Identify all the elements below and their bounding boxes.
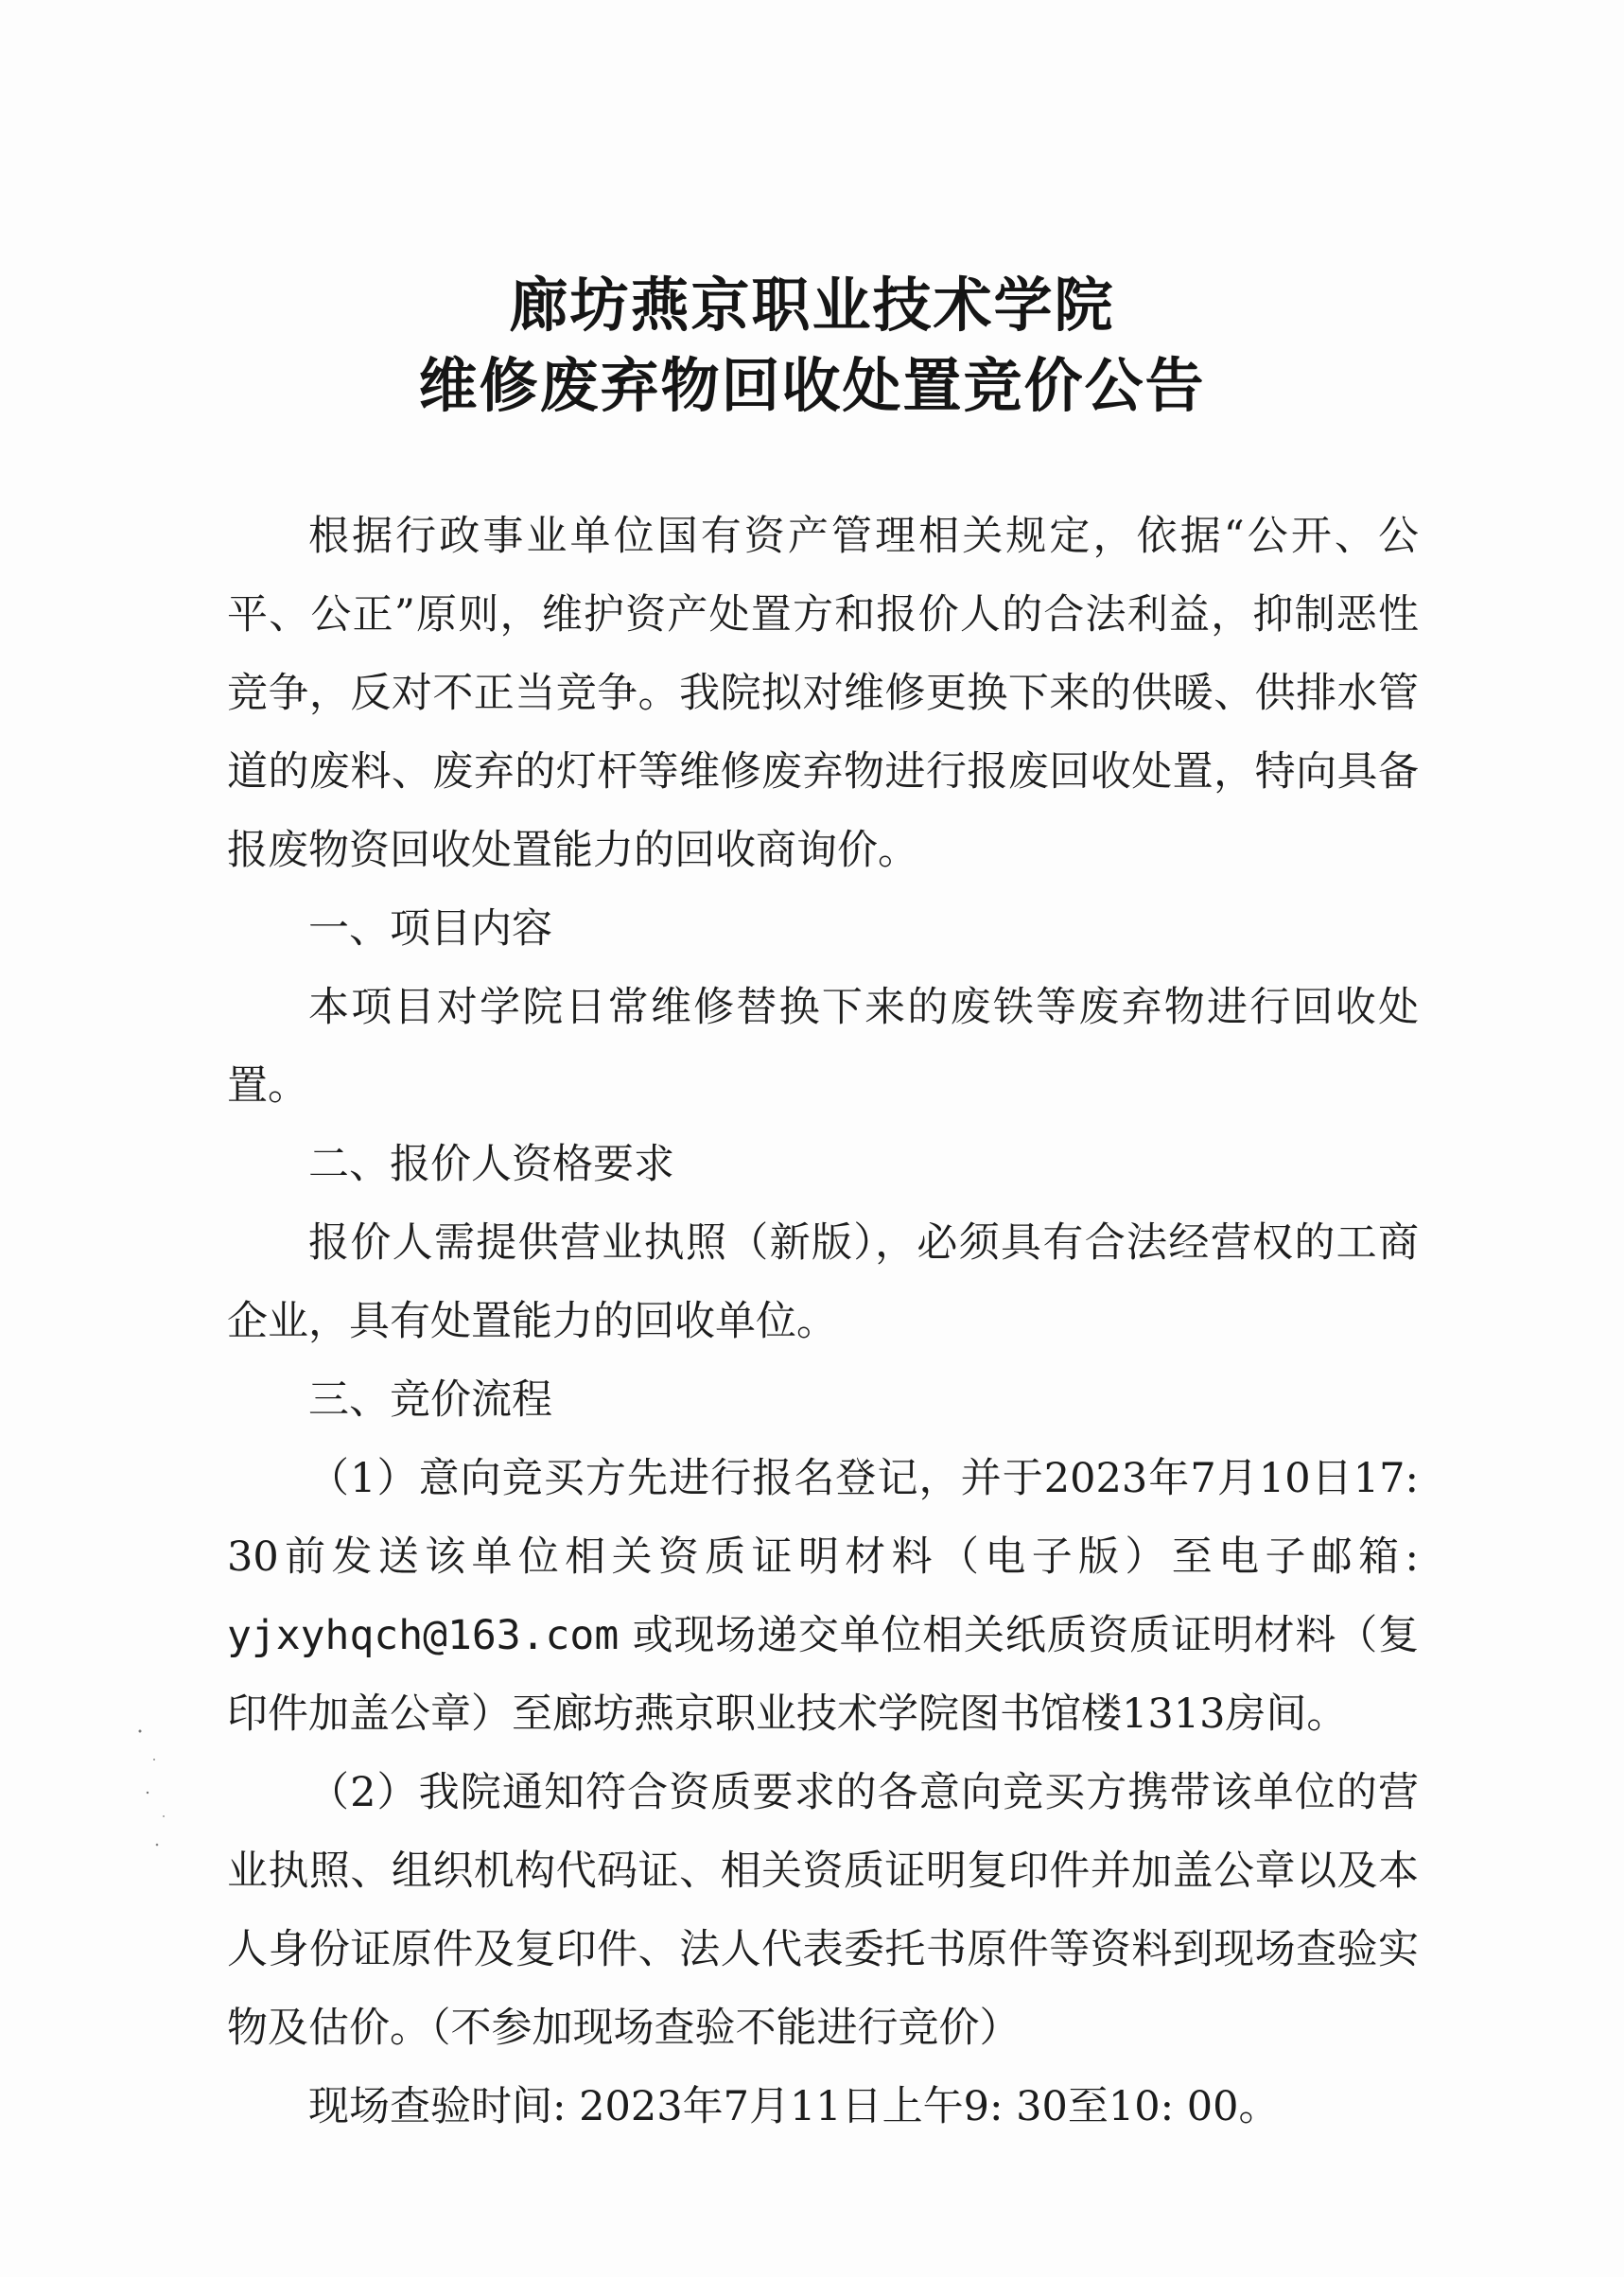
intro-paragraph: 根据行政事业单位国有资产管理相关规定，依据“公开、公平、公正”原则，维护资产处置方和报价人的合法利益，抑制恶性竞争，反对不正当竞争。我院拟对维修更换下来的供暖、供排水管道的废料、废弃的灯杆等维修废弃物进行报废回收处置，特向具备报废物资回收处置能力的回收商询价。 xyxy=(227,513,1419,874)
document-body xyxy=(227,498,1419,2146)
step-1-text-a: （1）意向竞买方先进行报名登记，并于2023年7月10日17: 30前发送该单位相关资质证明材料（电子版）至电子邮箱: xyxy=(227,1455,1419,1581)
document-title-line-2: 维修废弃物回收处置竞价公告 xyxy=(418,351,1206,420)
section-1-paragraph: 本项目对学院日常维修替换下来的废铁等废弃物进行回收处置。 xyxy=(227,984,1419,1110)
section-3-heading: 三、竞价流程 xyxy=(308,1376,552,1424)
section-2-heading: 二、报价人资格要求 xyxy=(308,1141,674,1188)
contact-email: yjxyhqch@163.com xyxy=(227,1612,620,1659)
step-1-paragraph xyxy=(227,1440,1419,1754)
step-2-paragraph: （2）我院通知符合资质要求的各意向竞买方携带该单位的营业执照、组织机构代码证、相关资质证明复印件并加盖公章以及本人身份证原件及复印件、法人代表委托书原件等资料到现场查验实物及估价。（不参加现场查验不能进行竞价） xyxy=(227,1769,1419,2052)
scan-specks xyxy=(121,1703,206,1873)
inspection-time: 现场查验时间: 2023年7月11日上午9: 30至10: 00。 xyxy=(308,2083,1280,2130)
step-1-text-b: 或现场递交单位相关纸质资质证明材料（复印件加盖公章）至廊坊燕京职业技术学院图书馆楼1313房间。 xyxy=(227,1612,1419,1738)
document-title-line-1: 廊坊燕京职业技术学院 xyxy=(509,271,1115,340)
section-2-paragraph: 报价人需提供营业执照（新版），必须具有合法经营权的工商企业，具有处置能力的回收单位。 xyxy=(227,1219,1419,1345)
section-1-heading: 一、项目内容 xyxy=(308,905,552,953)
